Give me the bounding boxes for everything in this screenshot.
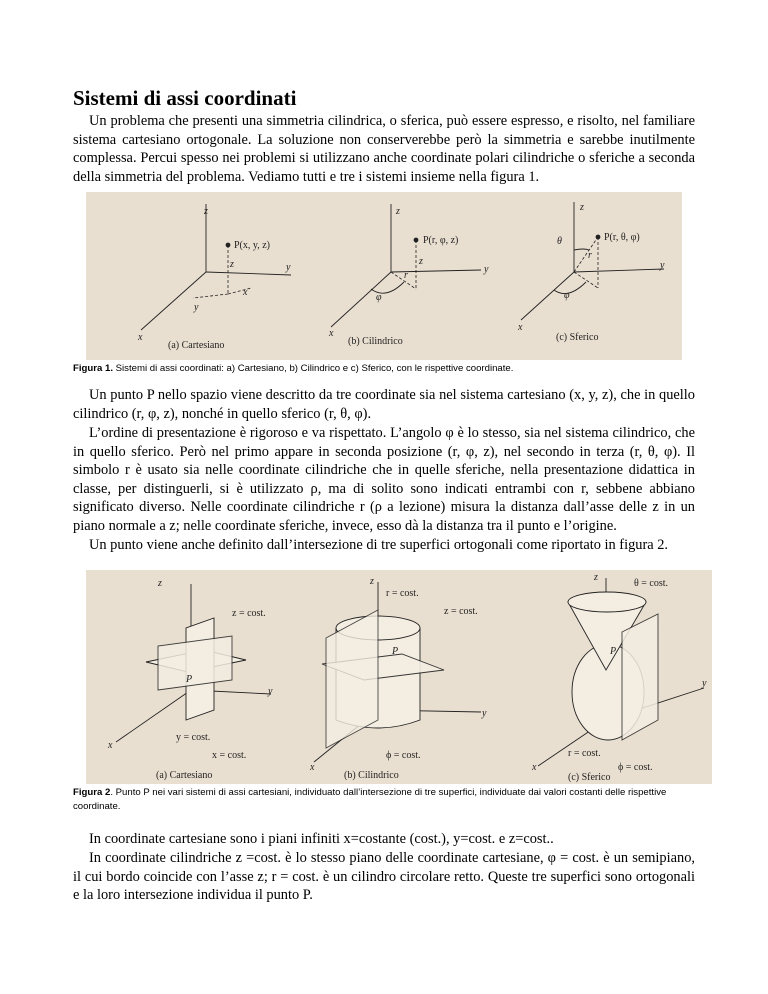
fig2b-axis-z: z [370, 576, 374, 587]
intro-paragraph: Un problema che presenti una simmetria cilindrica, o sferica, può essere espresso, e risolto, nel familiare sistema cartesiano ortogonale. La soluzione non conserverebbe però la simmetria e sarebbe inutilmente complessa. Percui spesso nei problemi si utilizzano anche coordinate polari cilindriche o sferiche a seconda della simmetria del problema. Vediamo tutti e tre i sistemi insieme nella figura 1. [73, 113, 695, 185]
fig2b-surface-r: r = cost. [386, 588, 419, 599]
fig1b-label: (b) Cilindrico [348, 336, 403, 347]
figure-2 [86, 570, 712, 784]
fig1b-axis-z: z [396, 206, 400, 217]
fig1a-mark-z: z [230, 259, 234, 270]
paragraph-surfaces-intro: Un punto viene anche definito dall’intersezione di tre superfici ortogonali come riportato in figura 2. [89, 537, 669, 553]
fig2c-halfplane-phi [622, 614, 658, 740]
fig1c-mark-theta: θ [557, 236, 562, 247]
section-title: Sistemi di assi coordinati [73, 86, 297, 110]
figure-1-caption [73, 362, 713, 376]
fig2a-axis-y: y [268, 686, 273, 697]
fig1a-axis-x: x [138, 332, 143, 343]
fig1c-axis-y: y [660, 260, 665, 271]
figure-1-caption-label: Figura 1. [73, 363, 113, 374]
fig2a-plane-y [158, 636, 232, 690]
figure-2-caption-text: . Punto P nei vari sistemi di assi cartesiani, individuato dall’intersezione di tre superfici, individuate dai valori costanti delle rispettive coordinate. [73, 787, 667, 812]
paragraph-cylindrical-surfaces: In coordinate cilindriche z =cost. è lo stesso piano delle coordinate cartesiane, φ = cost. è un semipiano, il cui bordo coincide con l’asse z; r = cost. è un cilindro circolare retto. Queste tre superfici sono ortogonali e la loro intersezione individua il punto P. [73, 850, 695, 904]
paragraph-point-coordinates: Un punto P nello spazio viene descritto da tre coordinate sia nel sistema cartesiano (x, y, z), che in quello cilindrico (r, φ, z), nonché in quello sferico (r, θ, φ). [73, 387, 695, 422]
figure-1 [86, 192, 682, 360]
paragraph-cartesian-surfaces: In coordinate cartesiane sono i piani infiniti x=costante (cost.), y=cost. e z=cost.. [89, 831, 554, 847]
figure-1-drawing [86, 192, 682, 360]
fig2b-point: P [392, 646, 399, 657]
fig2-panel-spherical [531, 572, 707, 783]
fig1-panel-cartesian [137, 204, 291, 351]
figure-1-caption-text: Sistemi di assi coordinati: a) Cartesiano, b) Cilindrico e c) Sferico, con le rispettive coordinate. [112, 363, 514, 374]
fig2c-surface-theta: θ = cost. [634, 578, 669, 589]
fig1-panel-cylindrical [328, 204, 489, 347]
fig2a-label: (a) Cartesiano [156, 770, 213, 781]
fig2-panel-cartesian [107, 578, 273, 781]
fig1c-axis-x: x [518, 322, 523, 333]
fig2a-surface-y: y = cost. [176, 732, 211, 743]
fig1a-axis-z: z [204, 206, 208, 217]
fig1-panel-spherical [517, 202, 665, 343]
fig2b-label: (b) Cilindrico [344, 770, 399, 781]
fig2c-label: (c) Sferico [568, 772, 611, 783]
fig1b-mark-phi: φ [376, 292, 382, 303]
fig2-panel-cylindrical [309, 576, 487, 781]
fig1a-point-label: P(x, y, z) [234, 240, 271, 251]
fig2a-axis-z: z [158, 578, 162, 589]
fig1c-label: (c) Sferico [556, 332, 599, 343]
fig1b-mark-r: r [404, 270, 408, 281]
fig1b-axis-x: x [329, 328, 334, 339]
fig2b-axis-x: x [310, 762, 315, 773]
fig2c-point: P [610, 646, 617, 657]
fig1c-mark-r: r [588, 250, 592, 261]
fig1b-axis-y: y [484, 264, 489, 275]
fig1c-mark-phi: φ [564, 290, 570, 301]
fig1a-mark-x: x [243, 287, 248, 298]
fig1c-axis-z: z [580, 202, 584, 213]
figure-2-caption [73, 786, 713, 814]
fig2a-surface-z: z = cost. [232, 608, 266, 619]
fig2c-surface-phi: ϕ = cost. [618, 762, 653, 773]
figure-2-drawing [86, 570, 712, 784]
fig2b-axis-y: y [482, 708, 487, 719]
fig2c-axis-x: x [532, 762, 537, 773]
fig1a-mark-y: y [194, 302, 199, 313]
fig1a-label: (a) Cartesiano [168, 340, 225, 351]
fig2b-surface-phi: ϕ = cost. [386, 750, 421, 761]
fig2b-surface-z: z = cost. [444, 606, 478, 617]
fig2a-point: P [186, 674, 193, 685]
fig1b-point-label: P(r, φ, z) [423, 235, 459, 246]
fig1c-point-label: P(r, θ, φ) [604, 232, 640, 243]
fig2a-axis-x: x [108, 740, 113, 751]
fig1a-axis-y: y [286, 262, 291, 273]
fig2c-surface-r: r = cost. [568, 748, 601, 759]
fig2c-axis-z: z [594, 572, 598, 583]
paragraph-ordering: L’ordine di presentazione è rigoroso e va rispettato. L’angolo φ è lo stesso, sia nel sistema cilindrico, che in quello sferico. Però nel primo appare in seconda posizione (r, φ, z), nel secondo in terza (r, θ, φ). Il simbolo r è usato sia nelle coordinate cilindriche che in quelle sferiche, nella presentazione didattica in classe, per distinguerli, si è utilizzato ρ, ma di solito sono indicati entrambi con r, sebbene abbiano significato diverso. Nelle coordinate cilindriche r (ρ a lezione) misura la distanza dall’asse delle z in un piano normale a z; nelle coordinate sferiche, invece, esso dà la distanza tra il punto e l’origine. [73, 425, 695, 534]
fig2c-axis-y: y [702, 678, 707, 689]
fig2a-surface-x: x = cost. [212, 750, 247, 761]
fig1b-mark-z: z [419, 256, 423, 267]
figure-2-caption-label: Figura 2 [73, 787, 111, 798]
fig2c-cone-top [568, 592, 646, 612]
